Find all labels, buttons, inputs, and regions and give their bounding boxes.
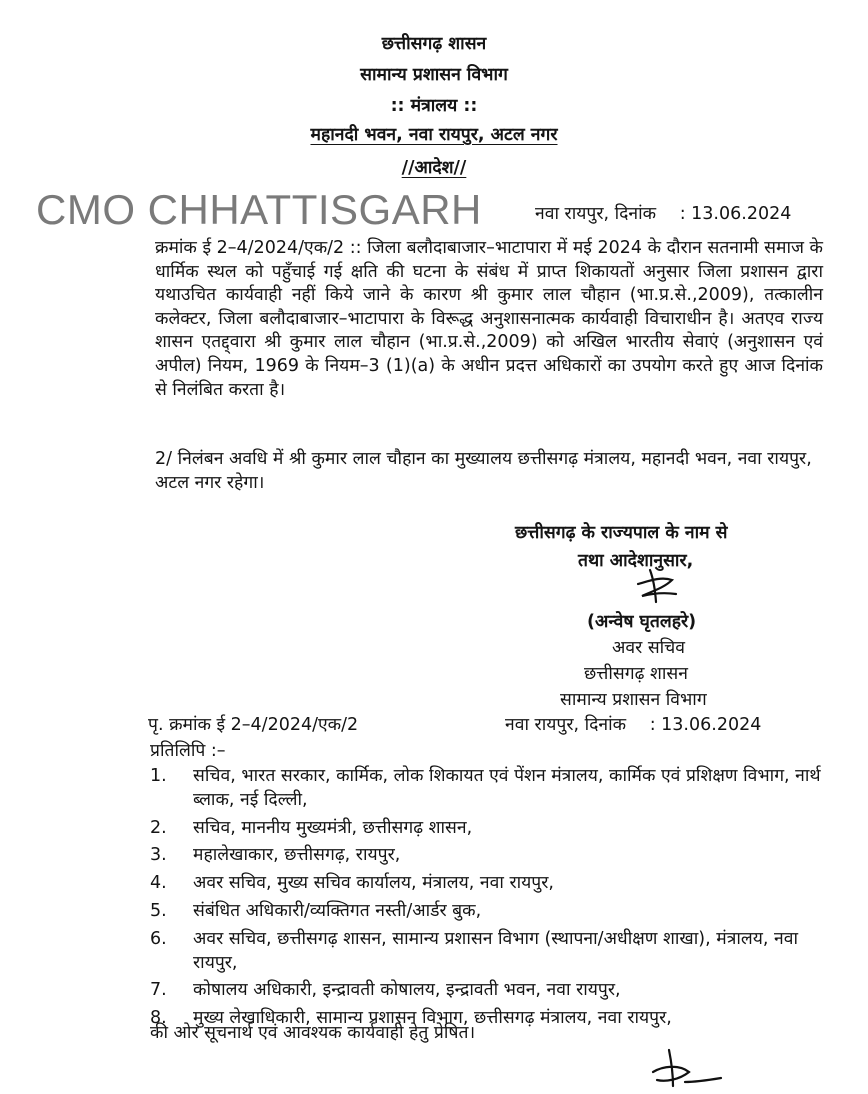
- endorsement-ref: पृ. क्रमांक ई 2–4/2024/एक/2: [148, 715, 359, 735]
- endorsement-date-line: [505, 712, 761, 736]
- signatory-department: सामान्य प्रशासन विभाग: [560, 690, 707, 710]
- list-item-text: संबंधित अधिकारी/व्यक्तिगत नस्ती/आर्डर बुक,: [193, 900, 482, 921]
- cmo-watermark: CMO CHHATTISGARH: [36, 186, 482, 233]
- header-department: सामान्य प्रशासन विभाग: [360, 65, 508, 85]
- endorsement-signature: [645, 1046, 725, 1092]
- recipient-list: [150, 765, 830, 1035]
- authority-line-2: तथा आदेशानुसार,: [578, 551, 694, 571]
- copy-to-label: प्रतिलिपि :–: [150, 741, 226, 761]
- list-item-number: 6.: [150, 928, 167, 949]
- order-paragraph-2: 2/ निलंबन अवधि में श्री कुमार लाल चौहान का मुख्यालय छत्तीसगढ़ मंत्रालय, महानदी भवन, नवा रायपुर, अटल नगर रहेगा।: [155, 449, 812, 493]
- endorsement-date: : 13.06.2024: [649, 715, 762, 735]
- list-item-text: सचिव, माननीय मुख्यमंत्री, छत्तीसगढ़ शासन,: [193, 817, 473, 838]
- list-item: [150, 872, 830, 896]
- list-item-number: 1.: [150, 766, 167, 786]
- list-item-number: 7.: [150, 980, 167, 1001]
- list-item-text: अवर सचिव, छत्तीसगढ़ शासन, सामान्य प्रशासन विभाग (स्थापना/अधीक्षण शाखा), मंत्रालय, नवा रायपुर,: [193, 928, 798, 973]
- signatory-name: (अन्वेष घृतलहरे): [587, 612, 697, 632]
- list-item-number: 2.: [150, 817, 167, 838]
- list-item-text: मुख्य लेखाधिकारी, सामान्य प्रशासन विभाग, छत्तीसगढ़ मंत्रालय, नवा रायपुर,: [193, 1008, 672, 1029]
- order-paragraph-1: क्रमांक ई 2–4/2024/एक/2 :: जिला बलौदाबाजार–भाटापारा में मई 2024 के दौरान सतनामी समाज के धार्मिक स्थल को पहुँचाई गई क्षति की घटना के संबंध में प्राप्त शिकायतों अनुसार जिला प्रशासन द्वारा यथाउचित कार्यवाही नहीं किये जाने के कारण श्री कुमार लाल चौहान (भा.प्र.से.,2009), तत्कालीन कलेक्टर, जिला बलौदाबाजार–भाटापारा के विरूद्ध अनुशासनात्मक कार्यवाही विचाराधीन है। अतएव राज्य शासन एतद्द्वारा श्री कुमार लाल चौहान (भा.प्र.से.,2009) को अखिल भारतीय सेवाएं (अनुशासन एवं अपील) नियम, 1969 के नियम–3 (1)(a) के अधीन प्रदत्त अधिकारों का उपयोग करते हुए आज दिनांक से निलंबित करता है।: [155, 238, 823, 400]
- list-item: [150, 979, 830, 1003]
- list-item-text: कोषालय अधिकारी, इन्द्रावती कोषालय, इन्द्रावती भवन, नवा रायपुर,: [193, 980, 621, 1001]
- list-item-number: 4.: [150, 873, 167, 894]
- list-item-number: 8.: [150, 1008, 167, 1029]
- list-item: [150, 765, 830, 813]
- header-ministry: :: मंत्रालय ::: [390, 96, 478, 116]
- list-item-text: महालेखाकार, छत्तीसगढ़, रायपुर,: [193, 845, 401, 866]
- date-line: [535, 201, 791, 225]
- list-item: [150, 900, 830, 924]
- header-address: महानदी भवन, नवा रायपुर, अटल नगर: [310, 125, 558, 145]
- closing-line: की ओर सूचनार्थ एवं आवश्यक कार्यवाही हेतु प्रेषित।: [150, 1023, 476, 1043]
- header-govt: छत्तीसगढ़ शासन: [381, 34, 487, 54]
- order-title: //आदेश//: [401, 158, 467, 178]
- list-item: [150, 928, 830, 976]
- signatory-designation: अवर सचिव: [612, 638, 686, 658]
- officer-signature: [620, 568, 690, 608]
- list-item-text: सचिव, भारत सरकार, कार्मिक, लोक शिकायत एवं पेंशन मंत्रालय, कार्मिक एवं प्रशिक्षण विभाग, नार्थ ब्लाक, नई दिल्ली,: [193, 766, 821, 810]
- list-item-number: 5.: [150, 900, 167, 921]
- date-place-label: नवा रायपुर, दिनांक: [535, 204, 657, 224]
- list-item-number: 3.: [150, 845, 167, 866]
- signatory-govt: छत्तीसगढ़ शासन: [584, 664, 688, 684]
- list-item: [150, 844, 830, 868]
- order-date: : 13.06.2024: [679, 204, 792, 224]
- endorsement-place-label: नवा रायपुर, दिनांक: [505, 715, 627, 735]
- list-item: [150, 817, 830, 841]
- authority-line-1: छत्तीसगढ़ के राज्यपाल के नाम से: [515, 523, 728, 543]
- list-item-text: अवर सचिव, मुख्य सचिव कार्यालय, मंत्रालय, नवा रायपुर,: [193, 873, 554, 894]
